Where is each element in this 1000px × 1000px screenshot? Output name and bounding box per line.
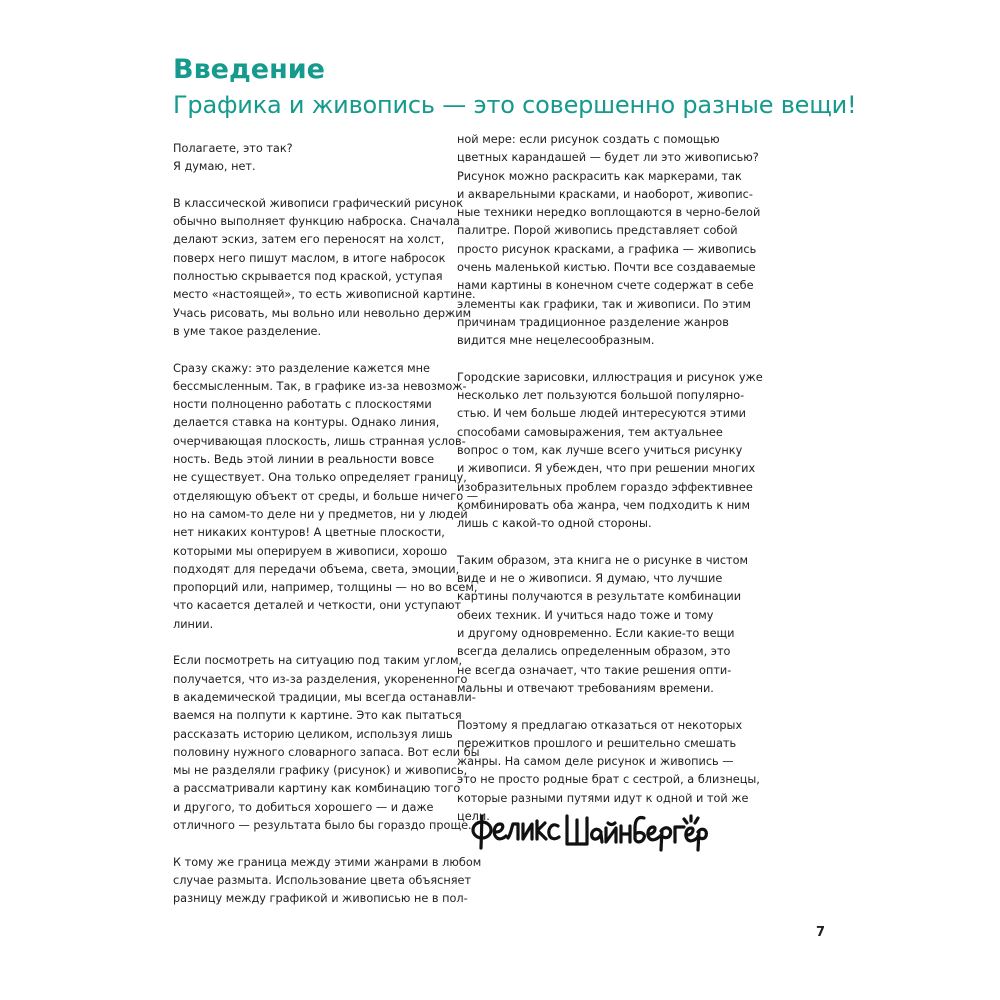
text-line: пережитков прошлого и решительно смешать: [457, 736, 737, 750]
text-line: и другому одновременно. Если какие-то вещи: [457, 627, 735, 641]
text-line: ные техники нередко воплощаются в черно-белой: [457, 206, 761, 220]
text-line: Я думаю, нет.: [173, 160, 256, 174]
right-column-paragraph: [457, 131, 761, 351]
text-line: делают эскиз, затем его переносят на холст,: [173, 233, 445, 247]
text-line: очень маленькой кистью. Почти все создаваемые: [457, 261, 756, 275]
text-line: отличного — результата было бы гораздо проще.: [173, 818, 472, 832]
author-signature: [470, 808, 710, 870]
text-column-left: [173, 140, 482, 927]
text-line: случае размыта. Использование цвета объясняет: [173, 873, 472, 887]
text-line: стью. И чем больше людей интересуются этими: [457, 407, 746, 421]
text-line: причинам традиционное разделение жанров: [457, 315, 729, 329]
text-line: видится мне нецелесообразным.: [457, 334, 655, 348]
left-column-paragraph: [173, 652, 480, 835]
text-line: обеих техник. И учиться надо тоже и тому: [457, 608, 714, 622]
text-line: очерчивающая плоскость, лишь странная услов-: [173, 434, 466, 448]
text-line: которые разными путями идут к одной и той же: [457, 791, 749, 805]
text-line: К тому же граница между этими жанрами в любом: [173, 855, 482, 869]
text-line: отделяющую объект от среды, и больше ничего —: [173, 489, 478, 503]
text-line: линии.: [173, 617, 214, 631]
text-line: всегда делались определенным образом, это: [457, 645, 731, 659]
signature-handwriting: [470, 808, 710, 870]
text-line: мальны и отвечают требованиям времени.: [457, 681, 714, 695]
text-line: но на самом-то деле ни у предметов, ни у людей: [173, 507, 468, 521]
text-line: Учась рисовать, мы вольно или невольно держим: [173, 306, 472, 320]
text-line: способами самовыражения, тем актуальнее: [457, 425, 723, 439]
text-line: ности полноценно работать с плоскостями: [173, 398, 432, 412]
text-line: и акварельными красками, и наоборот, живопис-: [457, 187, 753, 201]
text-line: что касается деталей и четкости, они уступают: [173, 599, 462, 613]
left-column-paragraph: [173, 140, 473, 177]
chapter-heading: [173, 52, 973, 122]
text-line: не существует. Она только определяет границу,: [173, 471, 467, 485]
text-line: рассказать историю целиком, используя лишь: [173, 727, 453, 741]
left-column-paragraph: [173, 195, 476, 341]
text-line: цели.: [457, 809, 490, 823]
text-line: и живописи. Я убежден, что при решении многих: [457, 462, 756, 476]
text-line: изобразительных проблем гораздо эффективнее: [457, 480, 753, 494]
text-line: Если посмотреть на ситуацию под таким углом,: [173, 654, 463, 668]
text-line: палитре. Порой живопись представляет собой: [457, 224, 738, 238]
left-column-paragraph: [173, 854, 482, 909]
text-line: это не просто родные брат с сестрой, а близнецы,: [457, 773, 760, 787]
text-line: комбинировать оба жанра, чем подходить к ним: [457, 498, 751, 512]
text-line: получается, что из-за разделения, укорененного: [173, 672, 468, 686]
text-line: бессмысленным. Так, в графике из-за невозмож-: [173, 379, 467, 393]
text-line: в академической традиции, мы всегда останавли-: [173, 690, 476, 704]
text-line: несколько лет пользуются большой популярно-: [457, 389, 745, 403]
text-line: Сразу скажу: это разделение кажется мне: [173, 361, 430, 375]
text-line: Полагаете, это так?: [173, 142, 293, 155]
text-line: В классической живописи графический рисунок: [173, 196, 464, 210]
text-line: мы не разделяли графику (рисунок) и живопись,: [173, 764, 468, 778]
text-line: ной мере: если рисунок создать с помощью: [457, 133, 720, 146]
text-line: обычно выполняет функцию наброска. Сначала: [173, 215, 460, 229]
text-line: цветных карандашей — будет ли это живописью?: [457, 151, 759, 165]
text-line: ваемся на полпути к картине. Это как пытаться: [173, 709, 462, 723]
text-line: Поэтому я предлагаю отказаться от некоторых: [457, 718, 743, 732]
text-line: разницу между графикой и живописью не в пол-: [173, 892, 468, 906]
text-line: лишь с какой-то одной стороны.: [457, 517, 652, 531]
text-line: Таким образом, эта книга не о рисунке в чистом: [457, 553, 749, 567]
chapter-subtitle: Графика и живопись — это совершенно разные вещи!: [173, 91, 857, 119]
text-line: ность. Ведь этой линии в реальности вовсе: [173, 453, 435, 467]
text-line: поверх него пишут маслом, в итоге набросок: [173, 251, 446, 265]
page-number: 7: [816, 925, 826, 940]
text-line: пропорций или, например, толщины — но во всем,: [173, 581, 478, 595]
text-line: просто рисунок красками, а графика — живопись: [457, 242, 757, 256]
text-line: жанры. На самом деле рисунок и живопись —: [457, 755, 734, 769]
text-line: и другого, то добиться хорошего — и даже: [173, 800, 434, 814]
right-column-paragraph: [457, 369, 763, 534]
left-column-paragraph: [173, 360, 478, 634]
text-line: вопрос о том, как лучше всего учиться рисунку: [457, 444, 743, 458]
text-line: Городские зарисовки, иллюстрация и рисунок уже: [457, 370, 763, 384]
text-line: Рисунок можно раскрасить как маркерами, так: [457, 169, 742, 183]
chapter-title: Введение: [173, 54, 325, 85]
text-line: не всегда означает, что такие решения опти-: [457, 663, 732, 677]
text-line: половину нужного словарного запаса. Вот если бы: [173, 745, 480, 759]
text-line: нет никаких контуров! А цветные плоскости,: [173, 526, 445, 540]
text-line: место «настоящей», то есть живописной картине.: [173, 288, 476, 302]
text-line: нами картины в конечном счете содержат в себе: [457, 279, 754, 293]
text-line: которыми мы оперируем в живописи, хорошо: [173, 544, 448, 558]
text-line: а рассматривали картину как комбинацию того: [173, 782, 461, 796]
text-line: элементы как графики, так и живописи. По этим: [457, 297, 751, 311]
right-column-paragraph: [457, 552, 757, 698]
text-line: подходят для передачи объема, света, эмоции,: [173, 562, 460, 576]
text-line: в уме такое разделение.: [173, 324, 322, 338]
text-line: делается ставка на контуры. Однако линия,: [173, 416, 440, 430]
text-column-right: [457, 131, 763, 845]
text-line: полностью скрывается под краской, уступая: [173, 270, 443, 284]
text-line: виде и не о живописи. Я думаю, что лучшие: [457, 572, 723, 586]
text-line: картины получаются в результате комбинации: [457, 590, 742, 604]
